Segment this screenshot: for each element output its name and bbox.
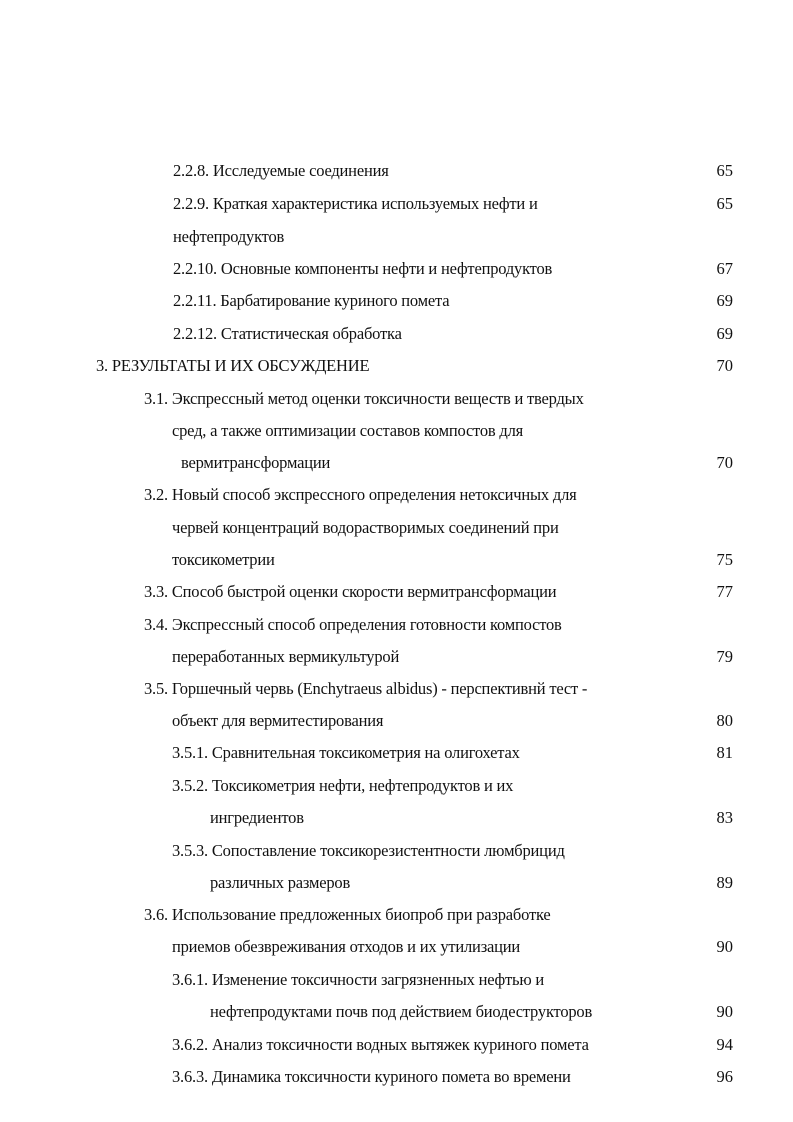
toc-entry-2-2-10-page: 67 xyxy=(716,259,733,278)
toc-entry-3-5-3-line-1: 3.5.3. Сопоставление токсикорезистентности люмбрицид xyxy=(172,841,565,860)
toc-entry-3-5-2-page: 83 xyxy=(716,808,733,827)
toc-entry-3-5-1-line-1: 3.5.1. Сравнительная токсикометрия на олигохетах xyxy=(172,743,520,762)
toc-entry-3-6-3-page: 96 xyxy=(716,1067,733,1086)
toc-entry-2-2-10-line-1: 2.2.10. Основные компоненты нефти и нефтепродуктов xyxy=(173,259,553,278)
toc-entry-3-6-3-line-1: 3.6.3. Динамика токсичности куриного помета во времени xyxy=(172,1067,571,1086)
toc-entry-3-line-1: 3. РЕЗУЛЬТАТЫ И ИХ ОБСУЖДЕНИЕ xyxy=(96,356,370,375)
toc-entry-2-2-9-line-2: нефтепродуктов xyxy=(173,227,285,246)
toc-entry-3-6-1-line-1: 3.6.1. Изменение токсичности загрязненных нефтью и xyxy=(172,970,545,989)
toc-entry-3-5-1-page: 81 xyxy=(716,743,733,762)
toc-entry-3-3-page: 77 xyxy=(716,582,733,601)
toc-entry-3-1-line-1: 3.1. Экспрессный метод оценки токсичности веществ и твердых xyxy=(144,389,584,408)
toc-entry-3-5-2-line-2: ингредиентов xyxy=(210,808,304,827)
toc-entry-2-2-11-line-1: 2.2.11. Барбатирование куриного помета xyxy=(173,291,450,310)
toc-entry-2-2-12-line-1: 2.2.12. Статистическая обработка xyxy=(173,324,402,343)
toc-entry-3-page: 70 xyxy=(716,356,733,375)
toc-entry-3-6-line-1: 3.6. Использование предложенных биопроб при разработке xyxy=(144,905,551,924)
toc-entry-3-5-3-page: 89 xyxy=(716,873,733,892)
toc-entry-2-2-8-page: 65 xyxy=(716,161,733,180)
toc-entry-2-2-9-page: 65 xyxy=(716,194,733,213)
toc-entry-3-6-1-page: 90 xyxy=(716,1002,733,1021)
toc-entry-3-6-line-2: приемов обезвреживания отходов и их утилизации xyxy=(172,937,521,956)
toc-entry-3-5-page: 80 xyxy=(716,711,733,730)
toc-entry-3-1-page: 70 xyxy=(716,453,733,472)
toc-entry-3-2-line-2: червей концентраций водорастворимых соединений при xyxy=(172,518,559,537)
toc-entry-3-5-line-1: 3.5. Горшечный червь (Enchytraeus albidus) - перспективнй тест - xyxy=(144,679,588,698)
toc-entry-2-2-9-line-1: 2.2.9. Краткая характеристика используемых нефти и xyxy=(173,194,538,213)
toc-entry-3-4-page: 79 xyxy=(716,647,733,666)
toc-entry-3-6-1-line-2: нефтепродуктами почв под действием биодеструкторов xyxy=(210,1002,593,1021)
toc-entry-3-5-3-line-2: различных размеров xyxy=(210,873,351,892)
toc-entry-3-1-line-2: сред, а также оптимизации составов компостов для xyxy=(172,421,524,440)
toc-entry-2-2-8-line-1: 2.2.8. Исследуемые соединения xyxy=(173,161,389,180)
toc-entry-3-5-line-2: объект для вермитестирования xyxy=(172,711,384,730)
toc-entry-3-6-2-line-1: 3.6.2. Анализ токсичности водных вытяжек куриного помета xyxy=(172,1035,589,1054)
toc-entry-2-2-12-page: 69 xyxy=(716,324,733,343)
toc-entry-3-4-line-2: переработанных вермикультурой xyxy=(172,647,400,666)
toc-entry-3-4-line-1: 3.4. Экспрессный способ определения готовности компостов xyxy=(144,615,562,634)
toc-entry-3-6-2-page: 94 xyxy=(716,1035,733,1054)
toc-entry-3-2-page: 75 xyxy=(716,550,733,569)
toc-entry-3-5-2-line-1: 3.5.2. Токсикометрия нефти, нефтепродуктов и их xyxy=(172,776,514,795)
toc-entry-3-2-line-1: 3.2. Новый способ экспрессного определения нетоксичных для xyxy=(144,485,577,504)
toc-entry-3-1-line-3: вермитрансформации xyxy=(181,453,331,472)
toc-entry-2-2-11-page: 69 xyxy=(716,291,733,310)
toc-entry-3-6-page: 90 xyxy=(716,937,733,956)
toc-entry-3-2-line-3: токсикометрии xyxy=(172,550,275,569)
toc-entry-3-3-line-1: 3.3. Способ быстрой оценки скорости вермитрансформации xyxy=(144,582,557,601)
